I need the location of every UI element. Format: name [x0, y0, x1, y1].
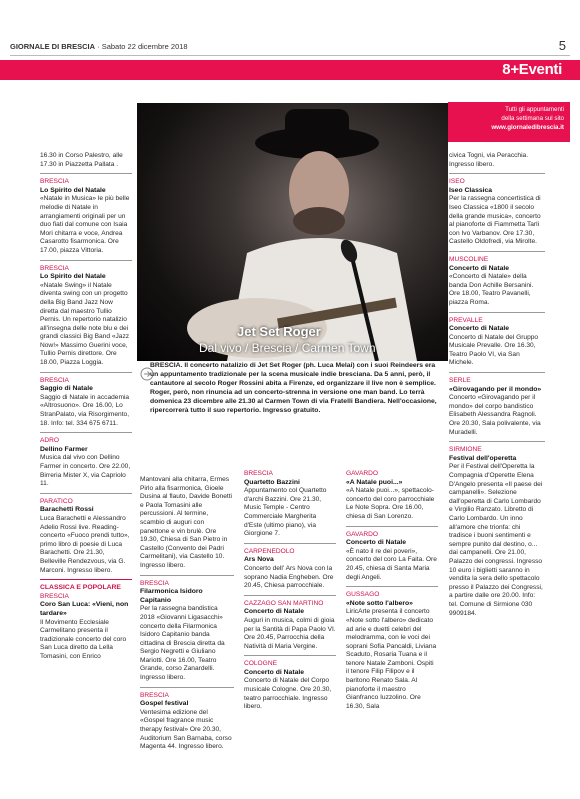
header-divider — [10, 55, 570, 56]
event-location: ISEO — [449, 178, 465, 186]
issue-date: · Sabato 22 dicembre 2018 — [97, 42, 188, 51]
section-divider — [40, 579, 132, 580]
page-header — [10, 42, 188, 51]
divider — [40, 372, 132, 373]
section-band — [0, 60, 580, 80]
divider — [244, 543, 336, 544]
promo-line-1: Tutti gli appuntamenti — [505, 106, 564, 113]
newspaper-name: GIORNALE DI BRESCIA — [10, 42, 96, 51]
divider — [40, 493, 132, 494]
event-text: Per la rassegna concertistica di Iseo Classica «1800 il secolo della grande musica», concerto al pianoforte di Fiammetta Tarli con Ivo Varbanov. Ore 17.30, Castello Oldofredi, via Mirolte. — [449, 195, 541, 246]
events-column-5 — [449, 152, 545, 618]
event-text: «Concerto di Natale» della banda Don Achille Bersanini. Ore 18.00, Teatro Pavanelli, piazza Roma. — [449, 273, 534, 306]
event-location: PREVALLE — [449, 316, 483, 324]
event-location: CAZZAGO SAN MARTINO — [244, 599, 324, 607]
divider — [449, 251, 545, 252]
event-title: Coro San Luca: «Vieni, non tardare» — [40, 601, 129, 617]
divider — [140, 687, 234, 688]
divider — [244, 595, 336, 596]
event-location: COLOGNE — [244, 660, 277, 668]
lead-location: BRESCIA. — [150, 362, 183, 369]
event-text: Concerto di Natale del Gruppo Musicale Prevalle. Ore 16.30, Teatro Paolo VI, via San Michele. — [449, 333, 539, 367]
event-title: Concerto di Natale — [346, 539, 407, 547]
website-promo-box — [448, 102, 570, 142]
event-title: Concerto di Natale — [449, 264, 510, 272]
event-text: Auguri in musica, colmi di gioia per la Santità di Papa Paolo VI. Ore 20.45, Parrocchia della Natività di Maria Vergine. — [244, 616, 336, 650]
event-location: MUSCOLINE — [449, 255, 489, 263]
lead-article — [150, 362, 444, 415]
event-title: «Girovagando per il mondo» — [449, 385, 542, 393]
event-location: BRESCIA — [244, 470, 273, 477]
event-location: SIRMIONE — [449, 446, 482, 454]
divider — [346, 586, 438, 587]
continued-text: 16.30 in Corso Palestro, alle 17.30 in Piazzetta Pallata . — [40, 152, 123, 168]
event-location: ADRO — [40, 437, 60, 445]
promo-line-2: della settimana sul sito — [501, 115, 564, 122]
event-location: GAVARDO — [346, 470, 378, 477]
event-location: BRESCIA — [40, 178, 69, 186]
events-column-3 — [244, 470, 336, 712]
events-column-4 — [346, 470, 438, 711]
promo-url[interactable]: www.giornaledibrescia.it — [491, 124, 564, 131]
event-title: Concerto di Natale — [244, 668, 305, 676]
event-title: Saggio di Natale — [40, 385, 93, 393]
divider — [40, 432, 132, 433]
event-location: CARPENEDOLO — [244, 547, 295, 555]
event-text: Concerto «Girovagando per il mondo» del corpo bandistico Elisabeth Alessandra Ragnoli. Ore 20.30, Sala polivalente, via Muradelli. — [449, 394, 541, 436]
event-text: Saggio di Natale in accademia «Altrosuono». Ore 16.00, Lo StranPalato, via Risorgimento, 18. Info: tel. 334 675 6711. — [40, 393, 130, 427]
continued-text: Mantovani alla chitarra, Ermes Pirlo alla fisarmonica, Gioele Dusina al flauto, Davide Bonetti e Paola Tomasini alle percussioni. Al termine, scambio di auguri con panettone e vin brulè. Ore 19.30, Chiesa di San Pietro in Castello (Convento dei Padri Carmelitani), via Castello 10. Ingresso libero. — [140, 476, 233, 569]
event-title: Gospel festival — [140, 700, 189, 708]
divider — [449, 173, 545, 174]
event-text: «Natale Swing» il Natale diventa swing con un progetto della Big Band Jazz Now diretta dal maestro Tullio Pernis. Un repertorio natalizio all'insegna delle note blu e dei grandi classici Big Band «Jazz Now!» Massimo Guerini voce, Tullio Pernis direttore. Ore 18.00, Piazza Loggia. — [40, 281, 130, 367]
divider — [449, 441, 545, 442]
event-title: «A Natale puoi...» — [346, 478, 403, 486]
concert-photo — [137, 103, 448, 361]
event-title: Dellino Farmer — [40, 445, 88, 453]
event-title: Concerto di Natale — [449, 325, 510, 333]
event-text: «A Natale puoi...», spettacolo-concerto del coro parrocchiale Le Note Sopra. Ore 16.00, chiesa di San Lorenzo. — [346, 487, 435, 520]
performer-illustration — [137, 103, 448, 361]
event-location: SERLE — [449, 377, 471, 385]
photo-title: Jet Set Roger — [237, 324, 321, 339]
photo-subtitle: Dal vivo / Brescia / Carmen Town — [199, 341, 376, 355]
event-text: Luca Barachetti e Alessandro Adelio Rossi live. Reading-concerto «Fuoco prendi tutto», primo libro di poesie di Luca Barachetti. Ore 21.30, Belleville Rendezvous, via G. Marconi. Ingresso libero. — [40, 514, 130, 574]
divider — [244, 655, 336, 656]
event-location: BRESCIA — [40, 264, 69, 272]
divider — [449, 312, 545, 313]
event-location: GAVARDO — [346, 530, 378, 538]
event-title: Lo Spirito del Natale — [40, 186, 106, 194]
event-location: BRESCIA — [40, 376, 69, 384]
event-title: Filarmonica Isidoro Capitanio — [140, 588, 203, 604]
event-title: Lo Spirito del Natale — [40, 273, 106, 281]
lead-text: Il concerto natalizio di Jet Set Roger (ph. Luca Melai) con i suoi Reindeers era un appuntamento tradizionale per la scena musicale indie bresciana. Da 5 anni, però, il cantautore al secolo Roger Rossini abita a Firenze, ed organizzare il live non è semplice. Roger, però, non rinuncia ad un concerto-strenna in versione one man band. Lo terrà domenica 23 dicembre alle 21.30 al Carmen Town di via Fratelli Bandiera. Nell'occasione, ripercorrerà tutto il suo repertorio. Ingresso gratuito. — [150, 362, 437, 414]
event-text: LiricArte presenta il concerto «Note sotto l'albero» dedicato ad arie e duetti celebri del melodramma, con le voci dei soprani Sofia Pancaldi, Liviana Scaduto, Rosaria Tuana e il tenore Natale Zamboni. Ospiti il tenore Filip Filipov e il baritono Renato Sala. Al pianoforte il maestro Gianfranco Iuzzolino. Ore 16.30, Sala — [346, 608, 437, 710]
divider — [140, 575, 234, 576]
continued-text: civica Togni, via Peracchia. Ingresso libero. — [449, 152, 529, 168]
event-text: «È nato il re dei poveri», concerto del coro La Faita. Ore 20.45, chiesa di Santa Maria degli Angeli. — [346, 547, 437, 581]
section-heading: CLASSICA E POPOLARE — [40, 584, 121, 592]
divider — [40, 173, 132, 174]
event-text: Musica dal vivo con Dellino Farmer in concerto. Ore 22.00, Birreria Mister X, via Capriolo 11. — [40, 454, 131, 488]
event-title: Festival dell'operetta — [449, 454, 517, 462]
event-title: Iseo Classica — [449, 186, 493, 194]
divider — [346, 526, 438, 527]
event-text: Appuntamento col Quartetto d'archi Bazzini. Ore 21.30, Music Temple - Centro Commerciale Margherita d'Este (ultimo piano), via Giorgione 7. — [244, 487, 327, 538]
events-column-2 — [140, 476, 234, 752]
page-number: 5 — [558, 38, 566, 53]
event-location: BRESCIA — [140, 691, 169, 699]
event-text: Concerto dell' Ars Nova con la soprano Nadia Engheben. Ore 20.45, Chiesa parrocchiale. — [244, 564, 334, 590]
event-text: Ventesima edizione del «Gospel fragrance music therapy festival» Ore 20.30, Auditorium San Barnaba, corso Magenta 44. Ingresso libero. — [140, 708, 232, 751]
event-title: Quartetto Bazzini — [244, 478, 300, 486]
section-title: 8+Eventi — [502, 61, 562, 78]
event-title: «Note sotto l'albero» — [346, 599, 413, 607]
event-location: BRESCIA — [40, 592, 69, 600]
event-text: Per la rassegna bandistica 2018 «Giovanni Ligasacchi» concerto della Filarmonica Isidoro Capitanio banda cittadina di Brescia diretta da Sergio Negretti e Giuliano Mariotti. Ore 16.00, Teatro Grande, corso Zanardelli. Ingresso libero. — [140, 605, 225, 682]
event-location: BRESCIA — [140, 579, 169, 587]
event-text: Concerto di Natale del Corpo musicale Cologne. Ore 20.30, teatro parrocchiale. Ingresso libero. — [244, 677, 332, 711]
events-column-1 — [40, 152, 132, 661]
event-text: Per il Festival dell'Operetta la Compagnia d'Operette Elena D'Angelo presenta «Il paese dei campanelli». Selezione dall'operetta di Carlo Lombardo e Virgilio Ranzato. Libretto di Carlo Lombardo. Un inno all'amore che trionfa: chi tradisce i buoni sentimenti e sempre punito dal destino, o... dai campanelli. Ore 21.00, Palazzo dei congressi. Ingresso 10 euro i biglietti saranno in vendita la sera dello spettacolo presso il Palazzo dei Congressi, a partire dalle ore 20.00. Info: tel. Comune di Sirmione 030 9909184. — [449, 463, 543, 617]
event-text: Il Movimento Ecclesiale Carmelitano presenta il tradizionale concerto del coro San Luca diretto da Lella Tomasini, con Enrico — [40, 618, 127, 660]
event-title: Concerto di Natale — [244, 608, 305, 616]
event-location: GUSSAGO — [346, 591, 380, 599]
divider — [40, 260, 132, 261]
event-text: «Natale in Musica» le più belle melodie di Natale in arrangiamenti originali per un duo fiati dal comune con Isaia Mori chitarra e voce, Andrea Casarotto fisarmonica. Ore 17.00, piazza Vittoria. — [40, 195, 130, 254]
divider — [449, 372, 545, 373]
event-location: PARATICO — [40, 497, 73, 505]
event-title: Barachetti Rossi — [40, 506, 94, 514]
event-title: Ars Nova — [244, 556, 274, 564]
